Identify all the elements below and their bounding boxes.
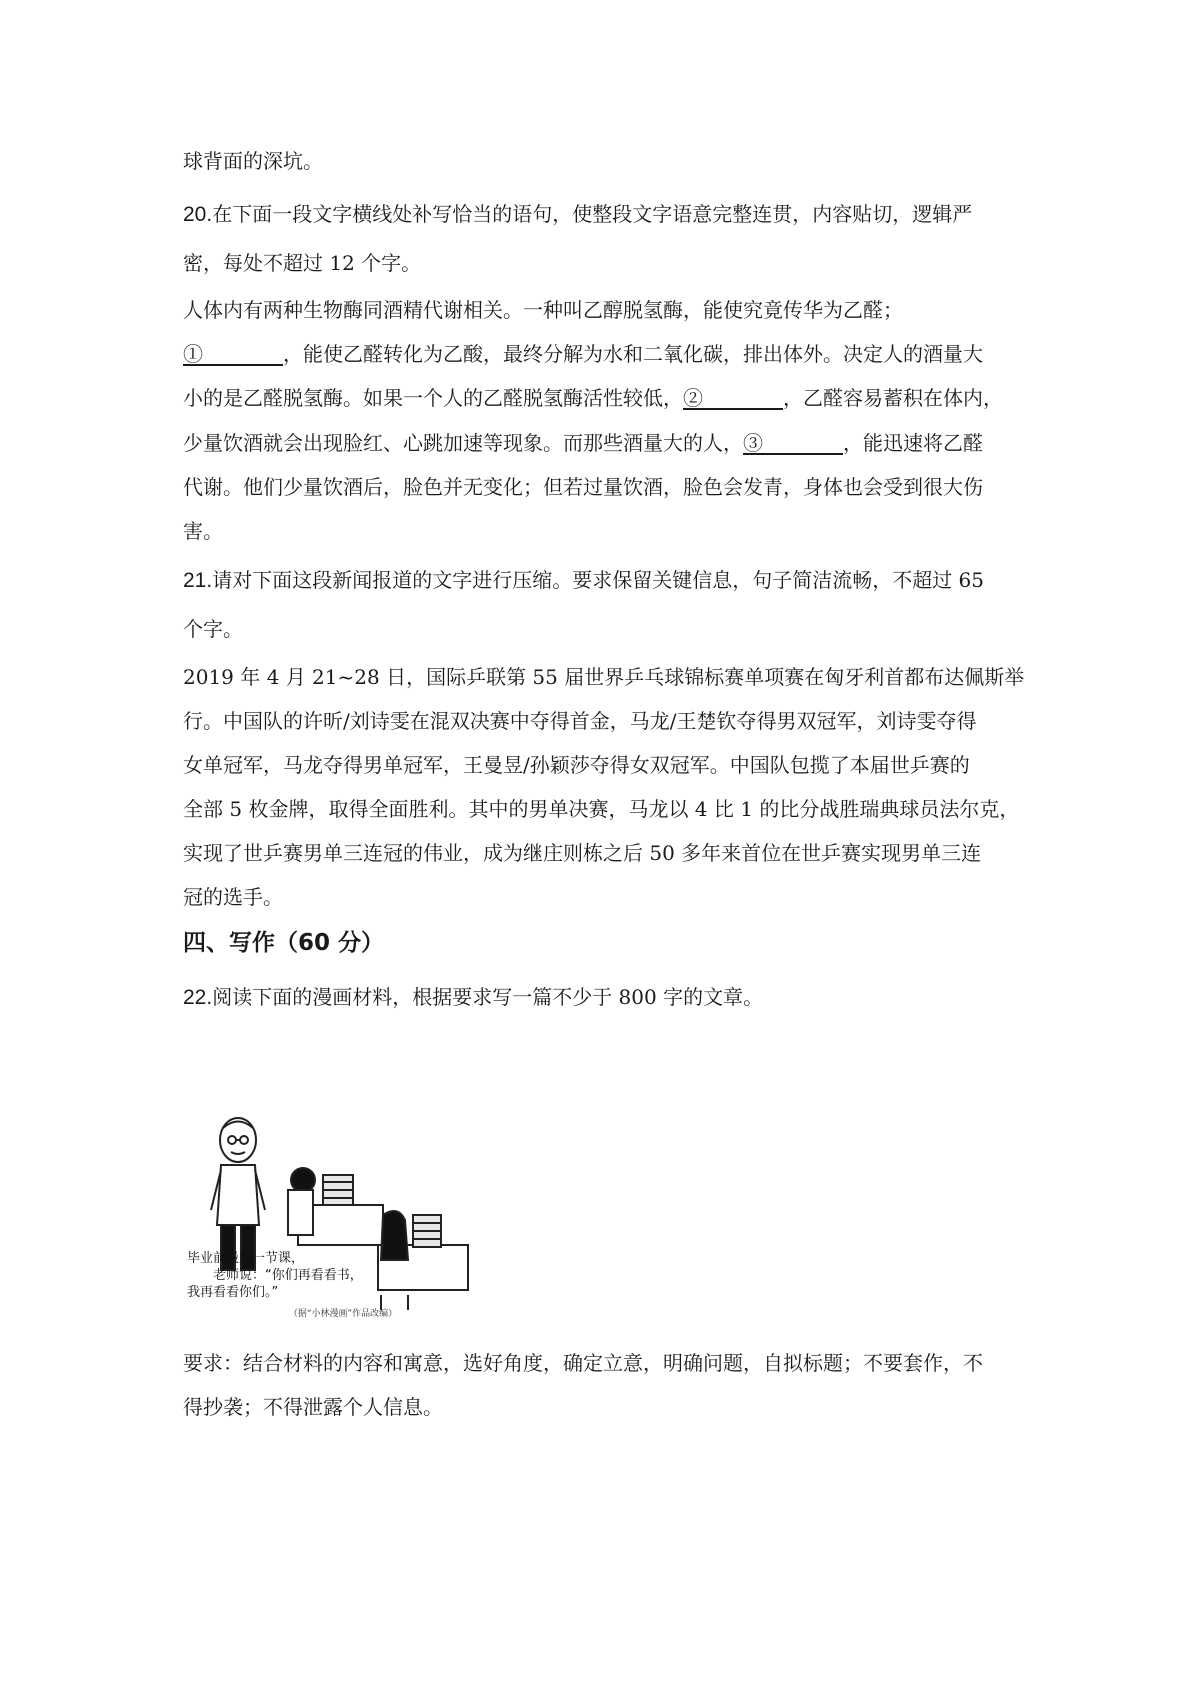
blank-3: ③________ — [743, 431, 843, 455]
question-text: 请对下面这段新闻报道的文字进行压缩。要求保留关键信息，句子简洁流畅，不超过 65 — [212, 568, 985, 592]
passage-text: ，能迅速将乙醛 — [843, 431, 983, 455]
passage-line: 代谢。他们少量饮酒后，脸色并无变化；但若过量饮酒，脸色会发青，身体也会受到很大伤 — [183, 475, 983, 499]
question-21-line2: 个字。 — [183, 617, 243, 641]
requirement-line: 得抄袭；不得泄露个人信息。 — [183, 1395, 443, 1419]
news-line: 行。中国队的许昕/刘诗雯在混双决赛中夺得首金，马龙/王楚钦夺得男双冠军，刘诗雯夺得 — [183, 709, 977, 733]
blank-2: ②________ — [683, 386, 783, 410]
section-heading: 四、写作（60 分） — [183, 930, 385, 956]
question-20-line1 — [183, 199, 972, 230]
students-desks — [288, 1168, 468, 1310]
question-number: 22. — [183, 986, 213, 1009]
passage-text: ，能使乙醛转化为乙酸，最终分解为水和二氧化碳，排出体外。决定人的酒量大 — [283, 342, 983, 366]
question-text: 在下面一段文字横线处补写恰当的语句，使整段文字语意完整连贯，内容贴切，逻辑严 — [212, 202, 973, 226]
question-text: 阅读下面的漫画材料，根据要求写一篇不少于 800 字的文章。 — [212, 985, 764, 1009]
question-number: 21. — [183, 569, 213, 592]
passage-text: 少量饮酒就会出现脸红、心跳加速等现象。而那些酒量大的人， — [183, 431, 743, 455]
requirement-line: 要求：结合材料的内容和寓意，选好角度，确定立意，明确问题，自拟标题；不要套作，不 — [183, 1351, 983, 1375]
news-line: 实现了世乒赛男单三连冠的伟业，成为继庄则栋之后 50 多年来首位在世乒赛实现男单三连 — [183, 841, 982, 865]
passage-line: 害。 — [183, 519, 223, 543]
cartoon-caption: 毕业前最后一节课， — [187, 1251, 305, 1266]
passage-line — [183, 428, 983, 458]
news-line: 女单冠军，马龙夺得男单冠军，王曼昱/孙颖莎夺得女双冠军。中国队包揽了本届世乒赛的 — [183, 753, 970, 777]
cartoon-credit: （据“小林漫画”作品改编） — [288, 1309, 398, 1319]
news-line: 2019 年 4 月 21~28 日，国际乒联第 55 届世界乒乓球锦标赛单项赛在匈牙利首都布达佩斯举 — [183, 665, 1025, 689]
news-line: 全部 5 枚金牌，取得全面胜利。其中的男单决赛，马龙以 4 比 1 的比分战胜瑞典球员法尔克， — [183, 797, 1020, 821]
question-21-line1 — [183, 565, 984, 596]
question-20-line2: 密，每处不超过 12 个字。 — [183, 251, 422, 275]
cartoon-illustration — [183, 1110, 503, 1320]
news-line: 冠的选手。 — [183, 885, 283, 909]
cartoon-caption: 我再看看你们。” — [187, 1285, 279, 1300]
blank-1: ①________ — [183, 342, 283, 366]
text-line: 球背面的深坑。 — [183, 149, 323, 173]
teacher-figure — [211, 1118, 265, 1270]
passage-line: 人体内有两种生物酶同酒精代谢相关。一种叫乙醇脱氢酶，能使究竟传华为乙醛； — [183, 298, 903, 322]
passage-line — [183, 339, 983, 369]
passage-text: 小的是乙醛脱氢酶。如果一个人的乙醛脱氢酶活性较低， — [183, 386, 683, 410]
question-number: 20. — [183, 203, 213, 226]
passage-line — [183, 383, 1003, 413]
question-22-line — [183, 982, 763, 1013]
cartoon-caption: 老师说：“你们再看看书， — [213, 1268, 363, 1283]
passage-text: ，乙醛容易蓄积在体内， — [783, 386, 1003, 410]
